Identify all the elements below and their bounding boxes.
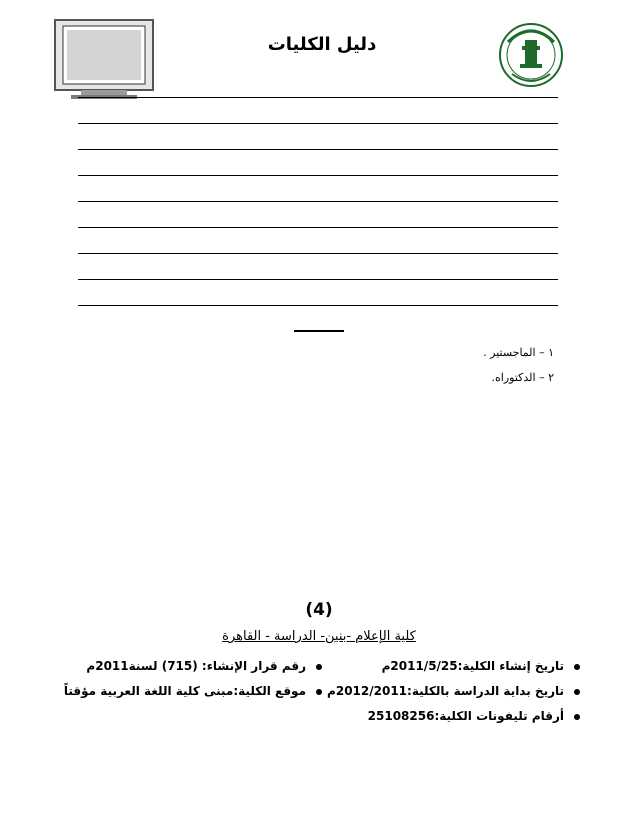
ruled-line <box>78 201 558 202</box>
section-divider <box>294 330 344 332</box>
college-name <box>0 629 638 644</box>
ruled-line <box>78 227 558 228</box>
degree-item <box>492 371 554 384</box>
ruled-line <box>78 175 558 176</box>
info-decree: رقم قرار الإنشاء: (715) لسنة2011م <box>86 659 322 673</box>
degree-item <box>483 346 554 359</box>
info-phones: أرقام تليفونات الكلية:25108256 <box>368 709 580 723</box>
bullet-icon <box>574 664 580 670</box>
degree-label: – الماجستير . <box>483 346 545 359</box>
ruled-line <box>78 305 558 306</box>
ruled-line <box>78 279 558 280</box>
degree-number: ٢ <box>548 371 554 384</box>
bullet-icon <box>574 714 580 720</box>
ruled-line <box>78 123 558 124</box>
info-location: موقع الكلية:مبنى كلية اللغة العربية مؤقتاً <box>64 684 322 698</box>
degree-label: – الدكتوراه. <box>491 371 545 384</box>
university-logo <box>498 22 564 88</box>
ruled-line <box>78 97 558 98</box>
ruled-line <box>78 253 558 254</box>
info-study-start: تاريخ بداية الدراسة بالكلية:2012/2011م <box>327 684 580 698</box>
info-founding-date: تاريخ إنشاء الكلية:2011/5/25م <box>382 659 580 673</box>
bullet-icon <box>574 689 580 695</box>
info-center-logo <box>53 18 157 100</box>
college-name-text: كلية الإعلام -بنين- الدراسة - القاهرة <box>222 629 416 644</box>
bullet-icon <box>316 689 322 695</box>
college-number: (4) <box>305 600 333 620</box>
page-title: دليل الكليات <box>267 34 377 55</box>
degree-number: ١ <box>548 346 554 359</box>
bullet-icon <box>316 664 322 670</box>
ruled-line <box>78 149 558 150</box>
